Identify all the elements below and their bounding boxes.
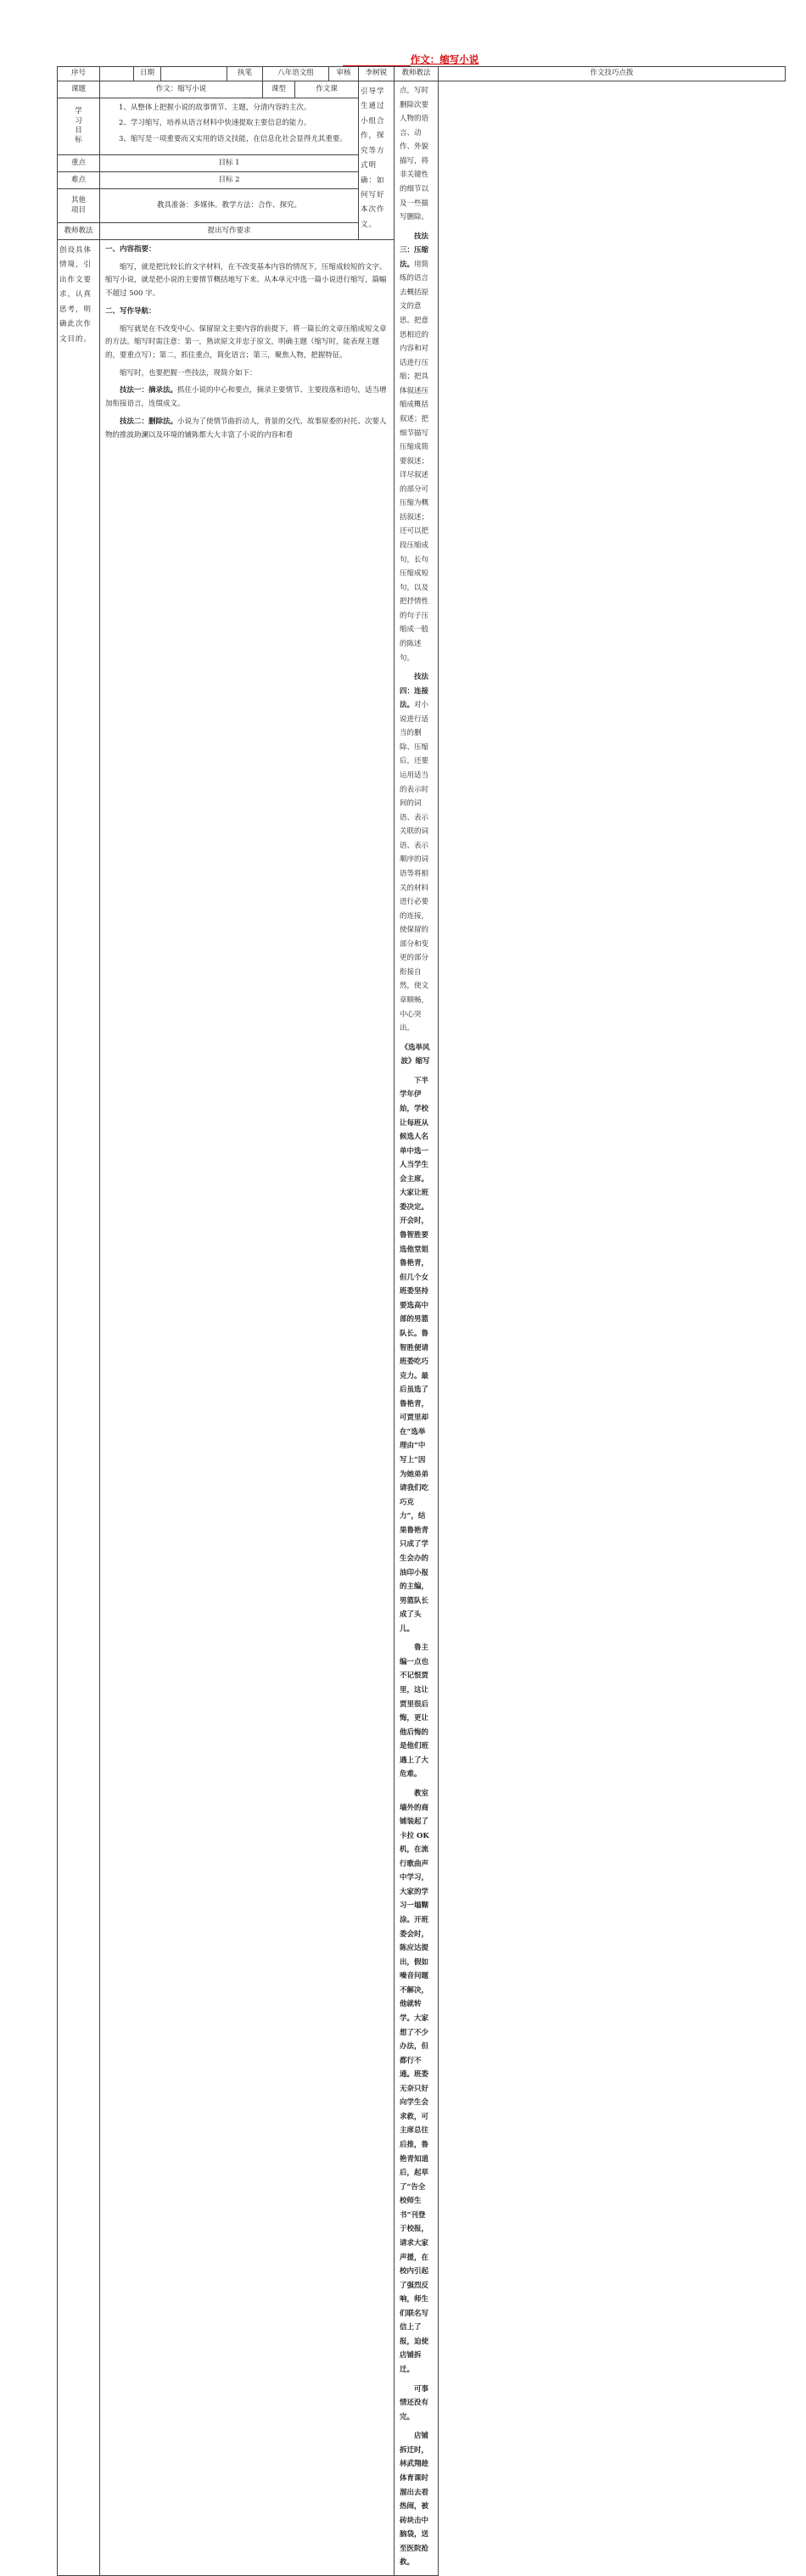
tip2-title: 技法二：删除法。 — [120, 417, 178, 426]
tips-cell — [395, 81, 439, 2576]
other-value: 教具准备：多媒体。教学方法：合作、探究。 — [100, 189, 359, 223]
section1-title: 一、内容指要： — [105, 245, 156, 254]
group-name: 八年语文组 — [263, 67, 329, 81]
page-title: 作文：缩写小说 — [334, 53, 487, 66]
story-paragraph: 可事情还没有完。 — [400, 2384, 429, 2422]
goal-item: 1、从整体上把握小说的故事情节、主题，分清内容的主次。 — [119, 103, 311, 112]
method-text: 引导学生通过小组合作，探究等方式明确：如何写好本次作文。 — [361, 87, 385, 229]
tip1-title: 技法一：摘录法。 — [120, 386, 178, 395]
content-cell — [100, 240, 395, 2576]
section2-title: 二、写作导航： — [105, 306, 156, 316]
method-label: 教师教法 — [395, 67, 439, 81]
story-paragraph: 店铺拆迁时，林武翔趁体育课时溜出去看热闹，被砖块击中脑袋，送至医院抢救。 — [400, 2432, 429, 2568]
difficulty-value: 目标 2 — [100, 172, 359, 189]
goal-item: 3、缩写是一项重要而又实用的语文技能，在信息化社会显得尤其重要。 — [119, 134, 347, 143]
seq-label: 序号 — [58, 67, 100, 81]
reviewer-name: 李树锐 — [359, 67, 395, 81]
type-label: 课型 — [263, 81, 295, 98]
goals-list — [100, 98, 359, 155]
tips-label: 作文技巧点拨 — [439, 67, 786, 81]
tip2-text: 小说为了使情节曲折动人，背景的交代、故事原委的衬托、次要人物的推波助澜以及环境的铺陈都大大丰富了小说的内容和看 — [105, 417, 387, 440]
tip4-title: 技法四：连接法。 — [400, 673, 429, 710]
story-paragraph: 下半学年伊始，学校让每班从候选人名单中选一人当学生会主席。大家让班委决定。开会时，鲁智胜要选他堂姐鲁艳青，但几个女班委坚持要选高中部的男篮队长。鲁智胜便请班委吃巧克力。最后虽选了鲁艳青，可贾里却在“选举理由”中写上“因为她弟弟请我们吃巧克力”，结果鲁艳青只成了学生会办的油印小报的主编，男篮队长成了头儿。 — [400, 1076, 429, 1633]
section2-note: 缩写时，也要把握一些技法，现简介如下： — [120, 368, 257, 378]
side-text: 创设具体情境，引出作文要求，认真思考，明确此次作文目的。 — [59, 246, 92, 344]
section1-text: 缩写，就是把比较长的文字材料，在不改变基本内容的情况下，压缩成较短的文字。缩写小说，就是把小说的主要情节概括地写下来。从本单元中选一篇小说进行缩写，篇幅不超过 500 字。 — [105, 262, 387, 299]
tip3-title: 技法三：压缩法。 — [400, 232, 429, 269]
tip4-text: 对小说进行适当的删除、压缩后，还要运用适当的表示时间的词语、表示关联的词语、表示顺序的词语等将相关的材料进行必要的连接，使保留的部分和变更的部分衔接自然，使文章顺畅，中心突出。 — [400, 701, 429, 1033]
story-paragraph: 鲁主编一点也不记恨贾里，这让贾里很后悔，更让他后悔的是他们班遇上了大危难。 — [400, 1644, 429, 1779]
key-label: 重点 — [58, 155, 100, 172]
difficulty-label: 难点 — [58, 172, 100, 189]
tip1-text: 抓住小说的中心和要点，摘录主要情节、主要段落和语句，适当增加衔接语言，连缀成文。 — [105, 386, 387, 409]
goals-label: 学 习 目 标 — [58, 98, 100, 155]
author-label: 执笔 — [227, 67, 263, 81]
tip3-text: 用简练的语言去概括原文的意思。把意思相近的内容和对话进行压缩；把具体叙述压缩成概括叙述；把细节描写压缩成简要叙述；详尽叙述的部分可压缩为概括叙述；还可以把段压缩成句，长句压缩成短句，以及把抒情性的句子压缩成一般的陈述句。 — [400, 260, 429, 663]
section2-text: 缩写就是在不改变中心、保留原文主要内容的前提下，将一篇长的文章压缩成短文章的方法。缩写时需注意：第一，熟读原文并忠于原文，明确主题（缩写时，能表现主题的，要重点写）；第二，抓住重点，简化语言；第三，聚焦人物，把握特征。 — [105, 324, 387, 361]
topic-label: 课题 — [58, 81, 100, 98]
teach-value: 提出写作要求 — [100, 223, 359, 240]
reviewer-label: 审核 — [329, 67, 359, 81]
method-cell — [359, 81, 395, 240]
key-value: 目标 1 — [100, 155, 359, 172]
tips-intro: 点，写时删除次要人物的语言、动作、外貌描写，将非关键性的细节以及一些描写删除。 — [400, 87, 429, 222]
topic-value: 作文：缩写小说 — [100, 81, 263, 98]
goal-item: 2、学习缩写，培养从语言材料中快速提取主要信息的能力。 — [119, 119, 311, 128]
lesson-plan-table — [57, 66, 786, 2576]
type-value: 作文课 — [295, 81, 359, 98]
other-label: 其他 项目 — [58, 189, 100, 223]
teach-label: 教师教法 — [58, 223, 100, 240]
date-label: 日期 — [134, 67, 161, 81]
story-paragraph: 教室墙外的商铺装起了卡拉 OK 机，在流行歌曲声中学习，大家的学习一塌糊涂。开班委会时，陈应达提出，假如噪音问题不解决，他就转学。大家想了不少办法，但都行不通。班委无奈只好向学生会求救，可主席总往后推，鲁艳青知道后，起草了“告全校师生书”刊登于校报，请求大家声援，在校内引起了强烈反响，师生们联名写信上了报，迫使店铺拆迁。 — [400, 1789, 429, 2374]
side-cell — [58, 240, 100, 2576]
story-title: 《选举风波》缩写 — [400, 1043, 430, 1067]
